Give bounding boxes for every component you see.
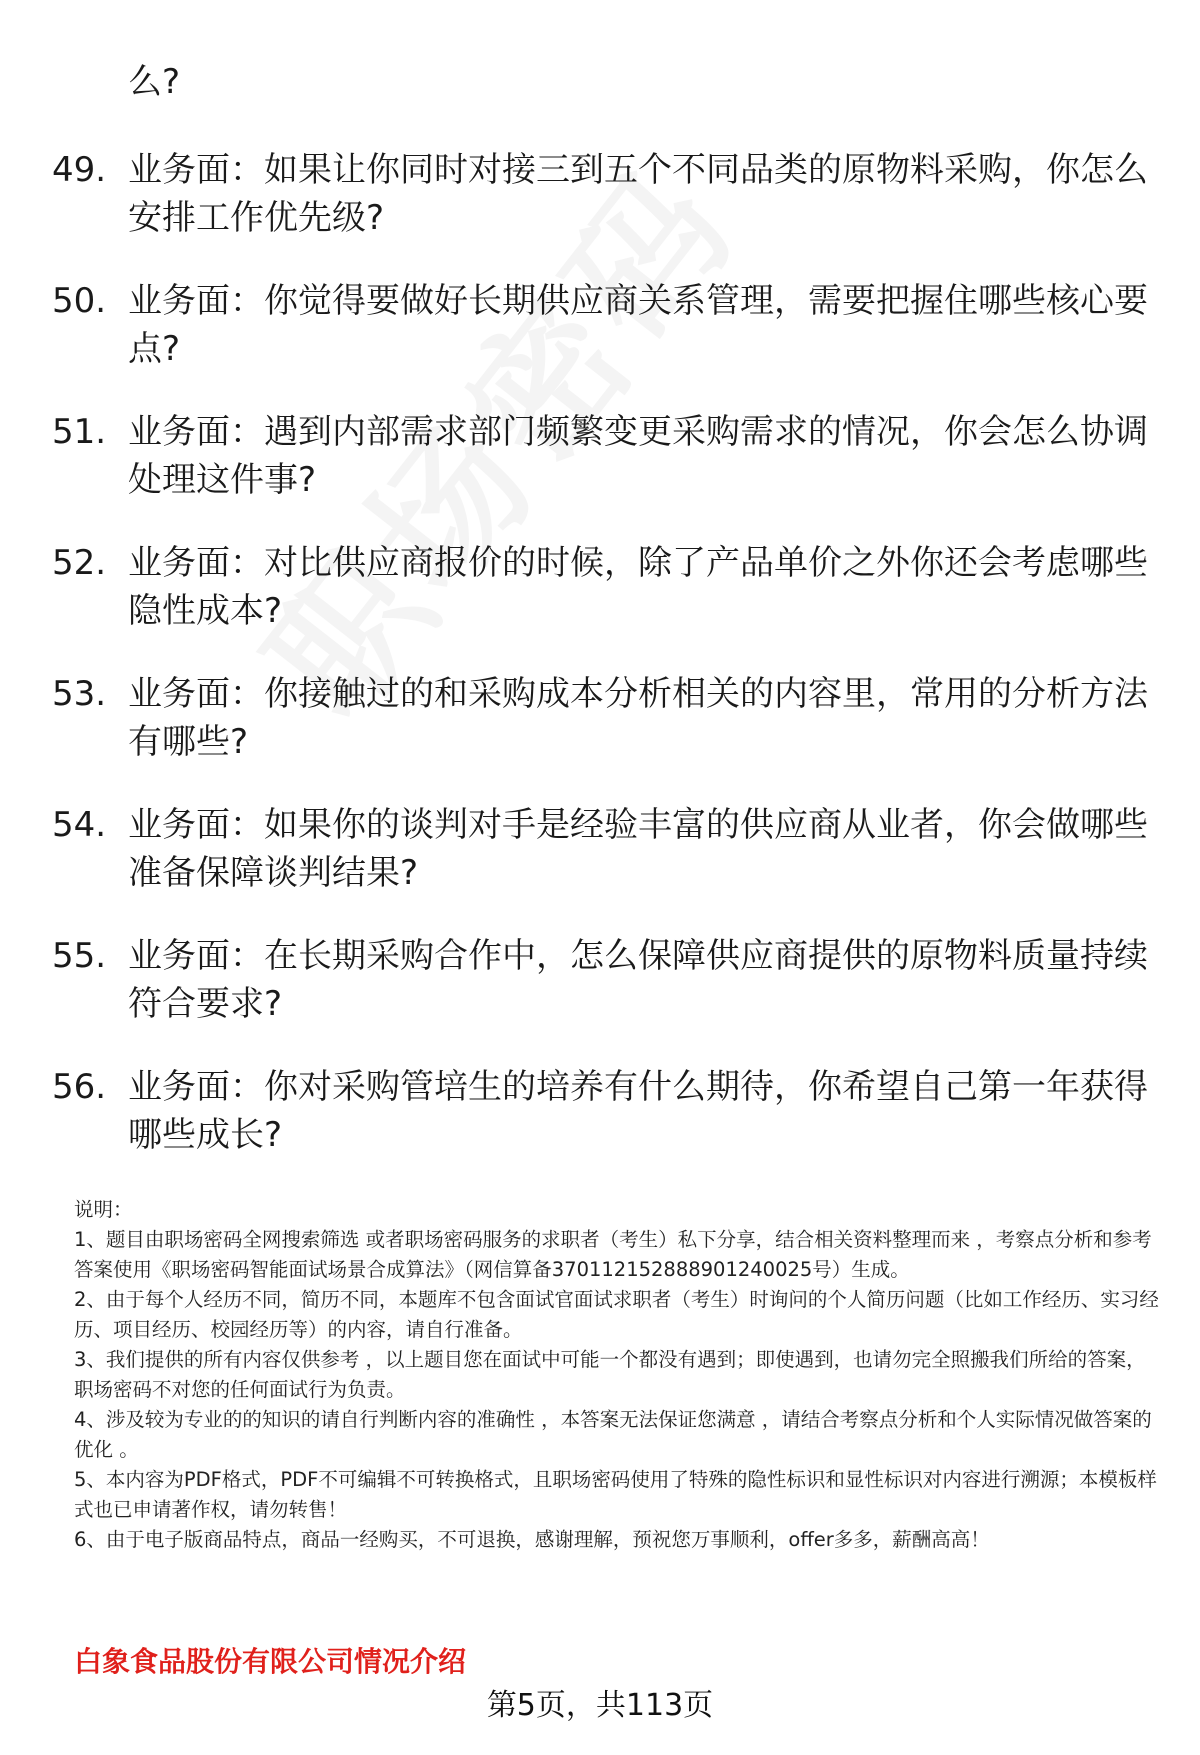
question-number: 54. [52,805,107,845]
question-list [52,58,1152,1194]
question-item [52,801,1152,897]
question-text: 业务面：在长期采购合作中，怎么保障供应商提供的原物料质量持续符合要求? [128,936,1148,1024]
company-heading: 白象食品股份有限公司情况介绍 [74,1645,467,1678]
question-item [52,670,1152,766]
question-item [52,146,1152,242]
note-item: 2、由于每个人经历不同，简历不同，本题库不包含面试官面试求职者（考生）时询问的个人简历问题（比如工作经历、实习经历、项目经历、校园经历等）的内容，请自行准备。 [74,1288,1159,1341]
question-text: 业务面：你觉得要做好长期供应商关系管理，需要把握住哪些核心要点? [128,281,1148,369]
note-item: 6、由于电子版商品特点，商品一经购买，不可退换，感谢理解，预祝您万事顺利，offer多多，薪酬高高！ [74,1528,990,1551]
question-item [52,932,1152,1028]
question-continued [52,58,1152,106]
question-number: 55. [52,936,107,976]
question-number: 56. [52,1067,107,1107]
question-text: 业务面：遇到内部需求部门频繁变更采购需求的情况，你会怎么协调处理这件事? [128,412,1148,500]
question-item [52,277,1152,373]
question-number: 53. [52,674,107,714]
note-item: 5、本内容为PDF格式，PDF不可编辑不可转换格式，且职场密码使用了特殊的隐性标识和显性标识对内容进行溯源；本模板样式也已申请著作权，请勿转售！ [74,1468,1157,1521]
question-text: 业务面：你对采购管培生的培养有什么期待，你希望自己第一年获得哪些成长? [128,1067,1148,1155]
question-item [52,1063,1152,1159]
question-text: 么? [128,62,181,102]
question-text: 业务面：对比供应商报价的时候，除了产品单价之外你还会考虑哪些隐性成本? [128,543,1148,631]
question-item [52,539,1152,635]
question-text: 业务面：如果让你同时对接三到五个不同品类的原物料采购，你怎么安排工作优先级? [128,150,1148,238]
note-item: 4、涉及较为专业的的知识的请自行判断内容的准确性 ，本答案无法保证您满意 ，请结合考察点分析和个人实际情况做答案的优化 。 [74,1408,1152,1461]
note-item: 3、我们提供的所有内容仅供参考 ，以上题目您在面试中可能一个都没有遇到；即使遇到，也请勿完全照搬我们所给的答案，职场密码不对您的任何面试行为负责。 [74,1348,1146,1401]
question-text: 业务面：如果你的谈判对手是经验丰富的供应商从业者，你会做哪些准备保障谈判结果? [128,805,1148,893]
question-item [52,408,1152,504]
note-item: 1、题目由职场密码全网搜索筛选 或者职场密码服务的求职者（考生）私下分享，结合相关资料整理而来 ，考察点分析和参考答案使用《职场密码智能面试场景合成算法》（网信算备370112152888901240025号）生成。 [74,1228,1152,1281]
question-number: 50. [52,281,107,321]
question-number: 49. [52,150,107,190]
notes-title: 说明： [74,1198,133,1221]
question-text: 业务面：你接触过的和采购成本分析相关的内容里，常用的分析方法有哪些? [128,674,1148,762]
page-indicator: 第5页，共113页 [486,1688,714,1723]
notes-section [74,1195,1160,1555]
question-number: 51. [52,412,107,452]
question-number: 52. [52,543,107,583]
